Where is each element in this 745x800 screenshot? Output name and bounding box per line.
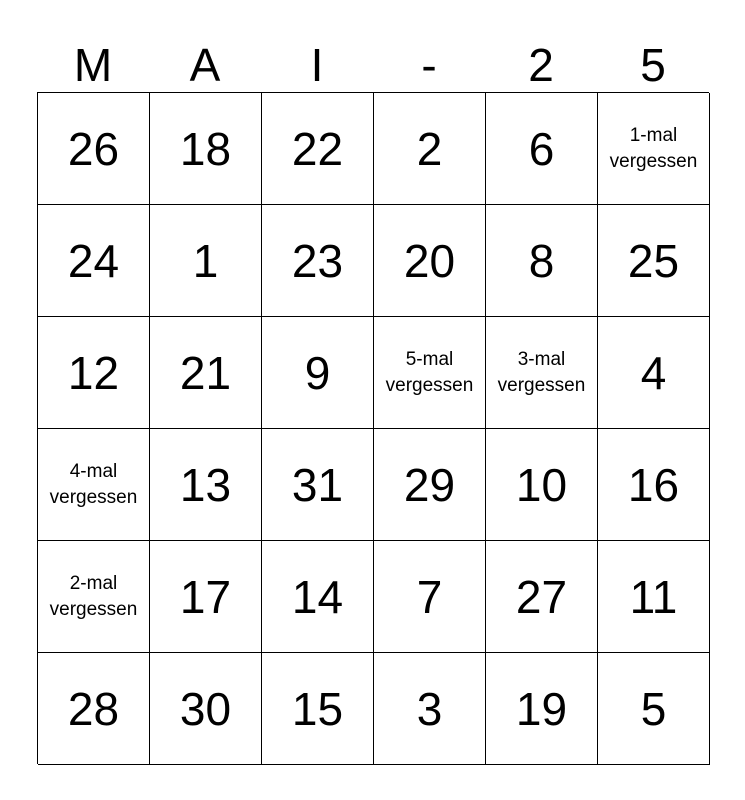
bingo-cell[interactable]: 3-mal vergessen bbox=[486, 317, 598, 429]
bingo-cell[interactable]: 14 bbox=[262, 541, 374, 653]
header-letter-i: I bbox=[310, 39, 324, 91]
bingo-cell[interactable]: 30 bbox=[150, 653, 262, 765]
bingo-cell[interactable]: 15 bbox=[262, 653, 374, 765]
bingo-cell[interactable]: 17 bbox=[150, 541, 262, 653]
bingo-cell[interactable]: 26 bbox=[38, 93, 150, 205]
bingo-cell[interactable]: 8 bbox=[486, 205, 598, 317]
bingo-cell[interactable]: 5 bbox=[598, 653, 710, 765]
bingo-cell[interactable]: 31 bbox=[262, 429, 374, 541]
bingo-cell[interactable]: 9 bbox=[262, 317, 374, 429]
bingo-cell[interactable]: 12 bbox=[38, 317, 150, 429]
bingo-board bbox=[37, 92, 709, 764]
bingo-cell[interactable]: 29 bbox=[374, 429, 486, 541]
bingo-cell[interactable]: 28 bbox=[38, 653, 150, 765]
bingo-cell[interactable]: 25 bbox=[598, 205, 710, 317]
bingo-cell[interactable]: 1-mal vergessen bbox=[598, 93, 710, 205]
bingo-cell[interactable]: 10 bbox=[486, 429, 598, 541]
header-letter-m: M bbox=[73, 39, 113, 91]
bingo-cell[interactable]: 6 bbox=[486, 93, 598, 205]
bingo-cell[interactable]: 24 bbox=[38, 205, 150, 317]
bingo-cell[interactable]: 11 bbox=[598, 541, 710, 653]
header-letter-a: A bbox=[189, 39, 221, 91]
bingo-cell[interactable]: 13 bbox=[150, 429, 262, 541]
bingo-cell[interactable]: 5-mal vergessen bbox=[374, 317, 486, 429]
bingo-cell[interactable]: 16 bbox=[598, 429, 710, 541]
bingo-cell[interactable]: 3 bbox=[374, 653, 486, 765]
header-letter-5: 5 bbox=[640, 39, 666, 91]
bingo-cell[interactable]: 4 bbox=[598, 317, 710, 429]
header-letter-2: 2 bbox=[528, 39, 554, 91]
bingo-cell[interactable]: 1 bbox=[150, 205, 262, 317]
bingo-cell[interactable]: 21 bbox=[150, 317, 262, 429]
bingo-cell[interactable]: 2 bbox=[374, 93, 486, 205]
bingo-cell[interactable]: 2-mal vergessen bbox=[38, 541, 150, 653]
bingo-cell[interactable]: 7 bbox=[374, 541, 486, 653]
bingo-cell[interactable]: 22 bbox=[262, 93, 374, 205]
bingo-cell[interactable]: 18 bbox=[150, 93, 262, 205]
bingo-header bbox=[37, 38, 709, 92]
bingo-cell[interactable]: 23 bbox=[262, 205, 374, 317]
header-letter-dash: - bbox=[421, 39, 437, 91]
bingo-cell[interactable]: 19 bbox=[486, 653, 598, 765]
bingo-cell[interactable]: 20 bbox=[374, 205, 486, 317]
bingo-cell[interactable]: 27 bbox=[486, 541, 598, 653]
bingo-cell[interactable]: 4-mal vergessen bbox=[38, 429, 150, 541]
